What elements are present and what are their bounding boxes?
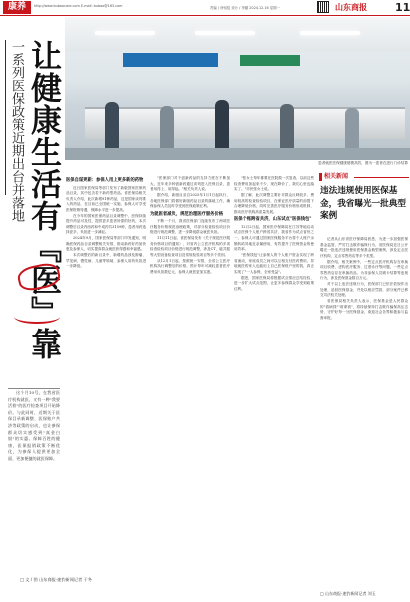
- masthead-credits: 责编 / 徐铝锭 设计 / 李璐 2024.12.16 星期一: [210, 6, 280, 10]
- photo-person: [280, 104, 294, 150]
- paragraph: 据悉，国家医保局将根据试点情况总结经验，进一步扩大试点范围，让更多参保群众享受到政策红利。: [234, 275, 314, 291]
- article-column-2: [150, 176, 230, 600]
- sidebar-byline: □ 文 / 图 山东商报·速豹新闻记者 于冬: [20, 577, 92, 582]
- photo-light: [95, 31, 155, 35]
- sidebar-rule: [8, 388, 60, 389]
- paragraph: 12月2日起，国家医疗保障局在江苏等地启动试点医保个人账户跨省共济，我省作为试点省份之一，参保人可通过国家医保服务平台将个人账户余额转给异地近亲属使用，有效提升了医保资金的使用效率。: [234, 224, 314, 252]
- photo-caption: 患者就医医保健康便捷高效，图为一患者在进行门诊结算: [318, 161, 408, 165]
- page-number: 11: [395, 1, 410, 14]
- photo-light: [195, 31, 255, 35]
- paragraph: 在今年的国家医保药品目录调整中，医保持续提升药品可及性，提供更多患者所需的好药，本次调整后目录内西药和中成药共3159种，患者用药选择更多，负担进一步减轻。: [66, 213, 146, 235]
- photo-signboard: [240, 55, 300, 66]
- paragraph: 2024年9月，国家医保局等部门印发通知，明确医保药品目录调整相关安排，推动新药好药加快惠及参保人，切实提高群众就医获得感和幸福感。: [66, 236, 146, 252]
- paragraph: 近日国家医保局等部门发布了新版国家医保药品目录，其中包含若干新药型药品。省医保局相关负责人介绍，此次新增91种药品，这是国家谈判准入的药品，在目前已全国统一实施，参保人可享受医保报销待遇，保障水平进一步提高。: [66, 185, 146, 212]
- hospital-hall-photo: [65, 17, 410, 160]
- main-headline: 让健康生活有『医』靠: [25, 40, 61, 360]
- article-column-3: [234, 176, 314, 600]
- section-heading: 医保自谋更新：参保人用上更多新的药物: [66, 178, 144, 183]
- paragraph: 11月11日起，省医保局发布《关于规范医疗服务价格项目的通知》，对省内公立医疗机构的多项检查检验项目价格进行规范调整，涉及CT、磁共振等大型设备检查项目及常规检验项目等多个类别。: [150, 236, 230, 257]
- photo-person: [160, 106, 174, 150]
- paragraph: 省医保局相关负责人表示，医保基金是人民群众的"看病钱""救命钱"，将持续保持打击欺诈骗保高压态势，守护好每一分医保基金，欢迎社会各界积极参与监督举报。: [320, 299, 408, 320]
- related-news-headline: 违法违规使用医保基金，我省曝光一批典型案例: [320, 186, 406, 221]
- photo-person: [105, 102, 119, 150]
- section-tag: 康养: [3, 1, 31, 14]
- paragraph: 对于以上违法违规行为，医保部门已依法依规作出处理，追回医保基金，并处以相应罚款，部分案件已移交司法机关处理。: [320, 282, 408, 298]
- subtitle-rule: [5, 40, 6, 195]
- headline-decoration-swash: [14, 310, 60, 324]
- label-rule: [354, 177, 409, 178]
- masthead: [0, 0, 410, 15]
- related-news-label: [319, 171, 409, 182]
- paragraph: 据介绍，相关案例中，一些定点医疗机构存在串换项目收费、虚构医疗服务、过度诊疗等问题，一些定点零售药店存在串换药品、为非参保人员刷卡结算等违规行为，涉及医保基金数百万元。: [320, 259, 408, 281]
- related-news-title: 相关新闻: [324, 173, 349, 180]
- intro-sidebar: 这个月10号，在我省医疗机构就医，又有一种"我要活着"的医疗检查项目开始降价。与此同时，近期关于医保目录新调整、医保账户共济等政策的启动，也让参保群众切实感受到"真金白银"的实惠。保障百姓的健康，医保报销政策不断优化，为参保人提供更加全面、更加便捷的就医保障。: [8, 390, 60, 461]
- photo-floor: [65, 148, 410, 160]
- paragraph: 据了解，此次调整主要针对群众反映较多、费用较高的检查检验项目，在保证医疗质量的前提下合理降低价格，同时完善医疗服务价格形成机制，推动医疗机构高质量发展。: [234, 192, 314, 214]
- subtitle: 一系列医保政策近期出台并落地: [9, 40, 24, 222]
- paragraph: "张女士每年都要在医院做一次复查，以前这些检查费用加起来不少，现在降价了，我们心里也踏实了。"市民张女士说。: [234, 176, 314, 192]
- paragraph: 不断一个月，我省医保部门连续发布了两项医疗服务价格规范治理政策，对部分检查检验项目价格进行规范调整，进一步降低群众就医负担。: [150, 219, 230, 235]
- paragraph: "医保钱包"让参保人的个人账户资金实现了跨省流动，家庭成员之间可以互相支付医药费用，异地就医的家人也能用上自己医保账户里的钱，真正实现了"一人参保，全家受益"。: [234, 253, 314, 274]
- label-bar: [319, 173, 322, 181]
- masthead-url[interactable]: http://www.bubaocare.com E-mail: bubao@163.com: [34, 4, 123, 8]
- paragraph: "医保部门对于创新药品的支持力度在不断加大，近年来多种创新药通过谈判进入医保目录，患者用得上、用得起。"相关负责人说。: [150, 176, 230, 192]
- paragraph: 本次调整后的新目录中，新增药品涉及肿瘤、罕见病、慢性病、儿童等领域，参保人用药负担进一步降低。: [66, 253, 146, 269]
- photo-person: [215, 100, 229, 150]
- paragraph: 据介绍，新版目录自2025年1月1日起执行，各地医保部门将做好新版药品目录的落地工作，确保参保人员及时享受到医保政策红利。: [150, 192, 230, 209]
- article-column-1: [66, 176, 146, 600]
- newspaper-name: 山东商报: [335, 2, 367, 12]
- photo-light: [300, 31, 360, 35]
- related-news-byline: □ 山东商报·速豹新闻记者 刘玉: [320, 591, 376, 596]
- section-heading: 医保个账跨省共济，山东试点"医保钱包": [234, 217, 312, 223]
- section-heading: 为就医者减负，规范治理医疗服务价格: [150, 211, 224, 217]
- related-news-body: [320, 237, 408, 589]
- paragraph: 从12月1日起，按照统一安排，全省公立医疗机构执行调整后的价格，预计每年可减轻患者医疗费用负担数亿元，参保人就医更加实惠。: [150, 258, 230, 274]
- paragraph: 记者从山东省医疗保障局获悉，为进一步加强医保基金监管，严厉打击欺诈骗保行为，省医保局近日公开曝光一批违法违规使用医保基金典型案例，涉及定点医疗机构、定点零售药店等多个类型。: [320, 237, 408, 258]
- photo-signboard: [123, 53, 218, 67]
- masthead-rule: [0, 15, 410, 16]
- photo-person: [345, 108, 359, 150]
- qr-code-icon: [317, 1, 329, 13]
